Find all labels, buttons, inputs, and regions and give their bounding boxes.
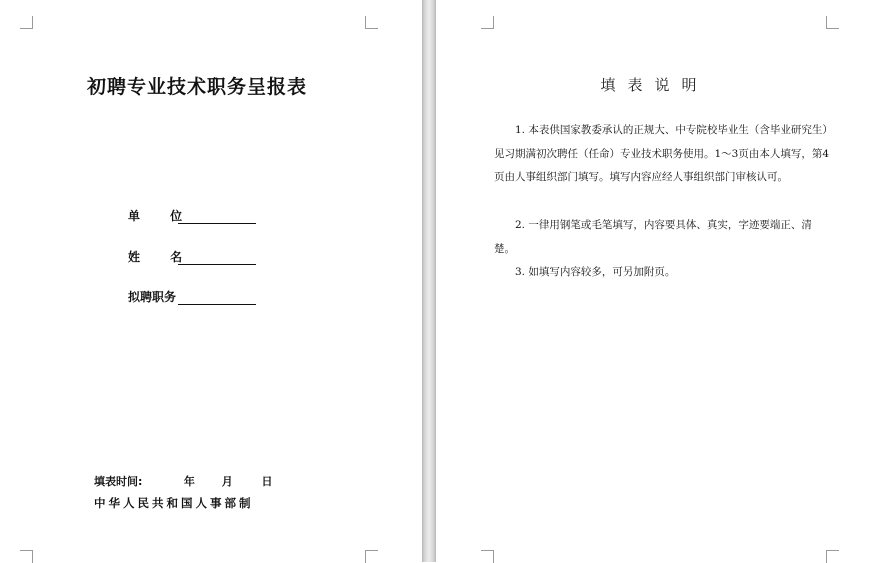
form-title: 初聘专业技术职务呈报表 bbox=[86, 76, 307, 98]
crop-mark-top-left bbox=[20, 16, 33, 29]
document-page-right bbox=[436, 0, 873, 562]
field-name-blank[interactable] bbox=[178, 250, 256, 265]
crop-mark-bottom-left bbox=[481, 550, 494, 563]
instruction-text-2: 2. 一律用钢笔或毛笔填写，内容要具体、真实，字迹要端正、清楚。 bbox=[494, 219, 812, 255]
document-page-left bbox=[0, 0, 422, 562]
field-name bbox=[128, 247, 256, 265]
instruction-text-1: 1. 本表供国家教委承认的正规大、中专院校毕业生（含毕业研究生）见习期满初次聘任（任命）专业技术职务使用。1～3页由本人填写，第4页由人事组织部门填写。填写内容应经人事组织部门审核认可。 bbox=[494, 124, 830, 183]
field-unit-blank[interactable] bbox=[178, 209, 256, 224]
crop-mark-top-right bbox=[365, 16, 378, 29]
instruction-paragraph-1 bbox=[494, 119, 832, 190]
instruction-paragraph-2 bbox=[494, 214, 832, 261]
crop-mark-bottom-right bbox=[365, 550, 378, 563]
field-position bbox=[128, 287, 256, 305]
field-position-label: 拟聘职务 bbox=[128, 290, 177, 304]
fill-time-year: 年 bbox=[183, 475, 195, 488]
fill-time-row bbox=[94, 473, 273, 489]
instruction-text-3: 3. 如填写内容较多，可另加附页。 bbox=[515, 266, 676, 278]
instruction-paragraph-3 bbox=[494, 261, 832, 285]
field-unit-label: 单 位 bbox=[128, 209, 196, 223]
crop-mark-bottom-right bbox=[826, 550, 839, 563]
field-name-label: 姓 名 bbox=[128, 250, 196, 264]
crop-mark-top-left bbox=[481, 16, 494, 29]
page-gutter bbox=[422, 0, 436, 562]
crop-mark-top-right bbox=[826, 16, 839, 29]
fill-time-label: 填表时间: bbox=[94, 475, 143, 488]
field-unit bbox=[128, 206, 256, 224]
instructions-title: 填表说明 bbox=[600, 76, 709, 94]
crop-mark-bottom-left bbox=[20, 550, 33, 563]
issuer-line: 中华人民共和国人事部制 bbox=[94, 496, 254, 510]
field-position-blank[interactable] bbox=[178, 290, 256, 305]
fill-time-month: 月 bbox=[221, 475, 233, 488]
fill-time-day: 日 bbox=[261, 475, 273, 488]
